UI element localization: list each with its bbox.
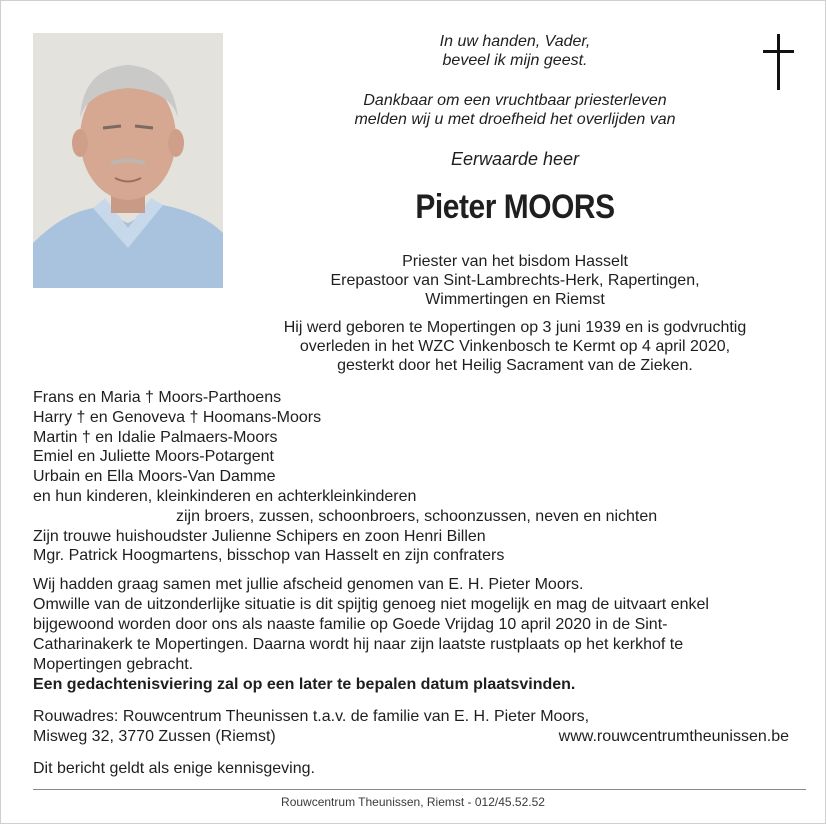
quote-line: beveel ik mijn geest. [442, 52, 588, 69]
family-line: Emiel en Juliette Moors-Potargent [33, 448, 274, 466]
footer-divider [33, 789, 806, 790]
body-line: Catharinakerk te Mopertingen. Daarna wordt hij naar zijn laatste rustplaats op het kerkhof te [33, 636, 684, 653]
family-line: Harry † en Genoveva † Hoomans-Moors [33, 408, 322, 426]
role-line: Wimmertingen en Riemst [425, 291, 605, 308]
family-line: Urbain en Ella Moors-Van Damme [33, 468, 276, 486]
deceased-name: Pieter MOORS [415, 188, 615, 226]
funeral-text [33, 575, 793, 695]
address-line: Rouwadres: Rouwcentrum Theunissen t.a.v. de familie van E. H. Pieter Moors, [33, 708, 590, 725]
memorial-announcement: Een gedachtenisviering zal op een later te bepalen datum plaatsvinden. [33, 676, 576, 693]
family-list [33, 388, 793, 566]
birth-line: gesterkt door het Heilig Sacrament van de Zieken. [337, 357, 693, 374]
address-street: Misweg 32, 3770 Zussen (Riemst) [33, 728, 276, 745]
address-row [33, 727, 789, 747]
birth-death-details [250, 318, 780, 375]
website-link[interactable]: www.rouwcentrumtheunissen.be [558, 728, 789, 745]
notice-statement: Dit bericht geldt als enige kennisgeving. [33, 760, 315, 777]
role-description [250, 252, 780, 309]
mourning-address [33, 707, 789, 747]
intro-line: melden wij u met droefheid het overlijden van [354, 111, 676, 128]
body-line: Mopertingen gebracht. [33, 656, 194, 673]
role-line: Erepastoor van Sint-Lambrechts-Herk, Rapertingen, [330, 272, 700, 289]
body-line: Omwille van de uitzonderlijke situatie is dit spijtig genoeg niet mogelijk en mag de uitvaart enkel [33, 596, 709, 613]
intro-line: Dankbaar om een vruchtbaar priesterleven [363, 92, 667, 109]
family-line: Frans en Maria † Moors-Parthoens [33, 389, 282, 406]
bible-quote [250, 32, 780, 70]
portrait-photo [33, 33, 223, 288]
footer-credit: Rouwcentrum Theunissen, Riemst - 012/45.52.52 [281, 795, 545, 809]
birth-line: overleden in het WZC Vinkenbosch te Kermt op 4 april 2020, [299, 338, 731, 355]
family-line: Martin † en Idalie Palmaers-Moors [33, 428, 278, 446]
family-line: Zijn trouwe huishoudster Julienne Schipers en zoon Henri Billen [33, 527, 486, 545]
honorific: Eerwaarde heer [450, 149, 580, 169]
role-line: Priester van het bisdom Hasselt [402, 253, 628, 270]
intro-text [250, 91, 780, 129]
body-line: Wij hadden graag samen met jullie afscheid genomen van E. H. Pieter Moors. [33, 576, 584, 593]
family-line: zijn broers, zussen, schoonbroers, schoonzussen, neven en nichten [176, 507, 658, 525]
family-line: en hun kinderen, kleinkinderen en achterkleinkinderen [33, 487, 417, 505]
family-line: Mgr. Patrick Hoogmartens, bisschop van Hasselt en zijn confraters [33, 547, 505, 565]
birth-line: Hij werd geboren te Mopertingen op 3 juni 1939 en is godvruchtig [283, 319, 747, 336]
quote-line: In uw handen, Vader, [439, 33, 591, 50]
body-line: bijgewoond worden door ons als naaste familie op Goede Vrijdag 10 april 2020 in de Sint- [33, 616, 668, 633]
